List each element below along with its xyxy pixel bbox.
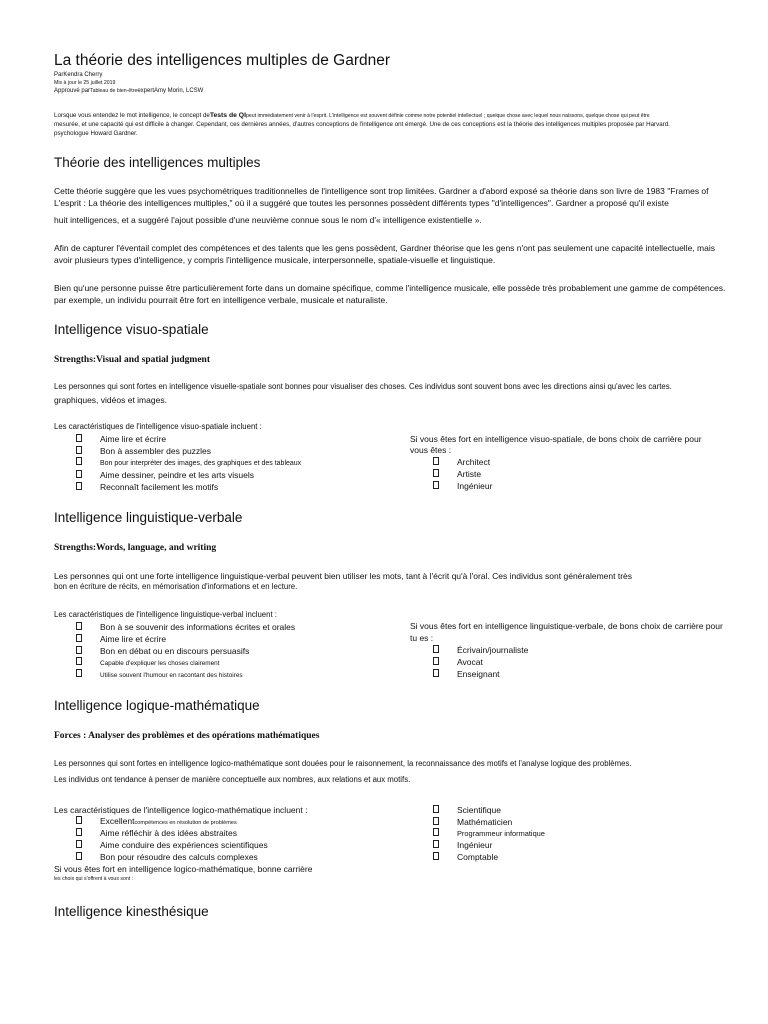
checkbox-bullet-icon <box>433 645 439 653</box>
logic-strengths: Forces : Analyser des problèmes et des opérations mathématiques <box>54 731 320 741</box>
list-item-text: Ingénieur <box>457 481 493 491</box>
list-item-text: Avocat <box>457 657 483 667</box>
list-item <box>76 646 249 656</box>
section-heading-logic: Intelligence logique-mathématique <box>54 698 260 713</box>
visuo-strengths: Strengths:Visual and spatial judgment <box>54 355 210 365</box>
checkbox-bullet-icon <box>433 852 439 860</box>
checkbox-bullet-icon <box>76 446 82 454</box>
logic-p-l1: Les personnes qui sont fortes en intelligence logico-mathématique sont douées pour le raisonnement, la reconnaissance des motifs et l'analyse logique des problèmes. <box>54 759 632 768</box>
theory-p1-l3: huit intelligences, et a suggéré l'ajout possible d'une neuvième connue sous le nom d'« intelligence existentielle ». <box>54 215 482 225</box>
visuo-chars-intro: Les caractéristiques de l'intelligence visuo-spatiale incluent : <box>54 422 262 431</box>
intro-text-cont: peut immédiatement venir à l'esprit. L'intelligence est souvent définie comme notre potentiel intellectuel ; quelque chose avec lequel nous naissons, quelque chose qui peut être <box>245 113 650 119</box>
author-byline[interactable]: ParKendra Cherry <box>54 72 103 78</box>
ling-chars-intro: Les caractéristiques de l'intelligence linguistique-verbal incluent : <box>54 610 277 619</box>
theory-p3-l1: Bien qu'une personne puisse être particulièrement forte dans un domaine spécifique, comme l'intelligence musicale, elle possède très probablement une gamme de compétences. <box>54 283 726 293</box>
checkbox-bullet-icon <box>76 828 82 836</box>
logic-career-l1: Si vous êtes fort en intelligence logico-mathématique, bonne carrière <box>54 864 313 874</box>
ling-p-l2: bon en écriture de récits, en mémorisation d'informations et en lecture. <box>54 582 298 591</box>
checkbox-bullet-icon <box>433 457 439 465</box>
approved-prefix: Approuvé par <box>54 88 91 94</box>
list-item <box>433 669 500 679</box>
page-title: La théorie des intelligences multiples de Gardner <box>54 52 391 69</box>
theory-p2-l2: avoir plusieurs types d'intelligence, y compris l'intelligence musicale, interpersonnelle, spatiale-visuelle et linguistique. <box>54 255 496 265</box>
iq-tests-link[interactable]: Tests de QI <box>209 112 246 119</box>
ling-career-l2: tu es : <box>410 633 434 643</box>
list-item <box>76 828 237 838</box>
checkbox-bullet-icon <box>76 852 82 860</box>
checkbox-bullet-icon <box>76 622 82 630</box>
checkbox-bullet-icon <box>76 646 82 654</box>
list-item <box>433 645 528 655</box>
checkbox-bullet-icon <box>433 805 439 813</box>
list-item-text: Bon à assembler des puzzles <box>100 446 212 456</box>
ling-career-l1: Si vous êtes fort en intelligence linguistique-verbale, de bons choix de carrière pour <box>410 621 723 631</box>
checkbox-bullet-icon <box>433 657 439 665</box>
logic-chars-intro: Les caractéristiques de l'intelligence logico-mathématique incluent : <box>54 805 308 815</box>
list-item <box>76 482 218 492</box>
list-item-text: Aime lire et écrire <box>100 434 167 444</box>
logic-p-l2: Les individus ont tendance à penser de manière conceptuelle aux nombres, aux relations et aux motifs. <box>54 775 411 784</box>
list-item-text: Capable d'expliquer les choses clairement <box>100 660 220 667</box>
checkbox-bullet-icon <box>76 816 82 824</box>
list-item-text: Programmeur informatique <box>457 829 545 838</box>
list-item-text: Bon en débat ou en discours persuasifs <box>100 646 250 656</box>
checkbox-bullet-icon <box>433 817 439 825</box>
approved-line <box>54 88 203 94</box>
list-item <box>433 828 545 838</box>
checkbox-bullet-icon <box>76 657 82 665</box>
list-item <box>433 657 483 667</box>
checkbox-bullet-icon <box>433 469 439 477</box>
list-item <box>76 457 301 467</box>
updated-date: Mis à jour le 25 juillet 2019 <box>54 80 116 86</box>
list-item <box>76 470 254 480</box>
list-item <box>76 669 243 679</box>
intro-line-2: mesurée, et une capacité qui est difficile à changer. Cependant, ces dernières années, d'autres conceptions de l'intelligence ont émergé. Une de ces conceptions est la théorie des intelligences multiples proposée par Harvard. <box>54 120 670 128</box>
list-item-text: Bon pour interpréter des images, des graphiques et des tableaux <box>100 460 302 467</box>
list-item-text: Comptable <box>457 852 499 862</box>
intro-paragraph <box>54 112 670 138</box>
theory-p3-l2: par exemple, un individu pourrait être fort en intelligence verbale, musicale et naturaliste. <box>54 295 388 305</box>
ling-strengths: Strengths:Words, language, and writing <box>54 543 217 553</box>
ling-p-l1: Les personnes qui ont une forte intelligence linguistique-verbal peuvent bien utiliser les mots, tant à l'écrit qu'à l'oral. Ces individus sont généralement très <box>54 571 632 581</box>
list-item <box>433 481 492 491</box>
list-item <box>76 816 237 826</box>
checkbox-bullet-icon <box>433 481 439 489</box>
list-item-text: Ingénieur <box>457 840 493 850</box>
list-item-text: Enseignant <box>457 669 500 679</box>
intro-text: Lorsque vous entendez le mot intelligence, le concept de <box>54 112 210 119</box>
list-item <box>433 805 501 815</box>
checkbox-bullet-icon <box>433 669 439 677</box>
checkbox-bullet-icon <box>76 634 82 642</box>
checkbox-bullet-icon <box>433 828 439 836</box>
theory-p1-l2: L'esprit : La théorie des intelligences multiples," où il a suggéré que toutes les personnes possèdent différents types "d'intelligences". Gardner a proposé qu'il existe <box>54 198 669 208</box>
checkbox-bullet-icon <box>433 840 439 848</box>
list-item-text: Aime dessiner, peindre et les arts visuels <box>100 470 255 480</box>
checkbox-bullet-icon <box>76 669 82 677</box>
list-item <box>433 817 512 827</box>
list-item-text: Artiste <box>457 469 482 479</box>
visuo-career-l2: vous êtes : <box>410 445 452 455</box>
list-item-text: Bon pour résoudre des calculs complexes <box>100 852 258 862</box>
checkbox-bullet-icon <box>76 457 82 465</box>
list-item-text: Architect <box>457 457 491 467</box>
list-item-text: Aime conduire des expériences scientifiques <box>100 840 268 850</box>
list-item-text: Aime lire et écrire <box>100 634 167 644</box>
list-item <box>433 457 490 467</box>
theory-p1-l1: Cette théorie suggère que les vues psychométriques traditionnelles de l'intelligence sont trop limitées. Gardner a d'abord exposé sa théorie dans son livre de 1983 "Frames of <box>54 186 709 196</box>
list-item <box>76 840 268 850</box>
list-item-text: Bon à se souvenir des informations écrites et orales <box>100 622 296 632</box>
list-item <box>433 469 481 479</box>
list-item <box>76 634 166 644</box>
list-item-text: Aime réfléchir à des idées abstraites <box>100 828 238 838</box>
list-item <box>433 852 498 862</box>
visuo-career-l1: Si vous êtes fort en intelligence visuo-spatiale, de bons choix de carrière pour <box>410 434 702 444</box>
list-item <box>76 657 220 667</box>
logic-career-l2: les choix qui s'offrent à vous sont : <box>54 876 134 882</box>
approved-board: Tableau de bien-être <box>90 88 138 94</box>
section-heading-visuo: Intelligence visuo-spatiale <box>54 322 209 337</box>
list-item-text: Excellent <box>100 816 135 826</box>
list-item-text: Mathématicien <box>457 817 513 827</box>
approved-expert[interactable]: expertAmy Morin, LCSW <box>137 88 204 94</box>
section-heading-linguistic: Intelligence linguistique-verbale <box>54 510 243 525</box>
list-item <box>76 852 258 862</box>
visuo-p-l2: graphiques, vidéos et images. <box>54 395 167 405</box>
checkbox-bullet-icon <box>76 482 82 490</box>
visuo-p-l1: Les personnes qui sont fortes en intelligence visuelle-spatiale sont bonnes pour visualiser des choses. Ces individus sont souvent bons avec les directions ainsi qu'avec les cartes. <box>54 382 672 391</box>
checkbox-bullet-icon <box>76 470 82 478</box>
list-item-text: Écrivain/journaliste <box>457 645 529 655</box>
list-item-suffix: compétences en résolution de problèmes <box>134 820 237 826</box>
list-item <box>433 840 492 850</box>
list-item <box>76 434 166 444</box>
section-heading-theory: Théorie des intelligences multiples <box>54 155 261 170</box>
checkbox-bullet-icon <box>76 840 82 848</box>
intro-line-3: psychologue Howard Gardner. <box>54 129 138 137</box>
list-item-text: Utilise souvent l'humour en racontant des histoires <box>100 672 243 679</box>
list-item-text: Reconnaît facilement les motifs <box>100 482 219 492</box>
list-item <box>76 622 295 632</box>
section-heading-kinesthetic: Intelligence kinesthésique <box>54 904 209 919</box>
list-item-text: Scientifique <box>457 805 501 815</box>
list-item <box>76 446 211 456</box>
checkbox-bullet-icon <box>76 434 82 442</box>
theory-p2-l1: Afin de capturer l'éventail complet des compétences et des talents que les gens possèdent, Gardner théorise que les gens n'ont pas seulement une capacité intellectuelle, mais <box>54 243 715 253</box>
